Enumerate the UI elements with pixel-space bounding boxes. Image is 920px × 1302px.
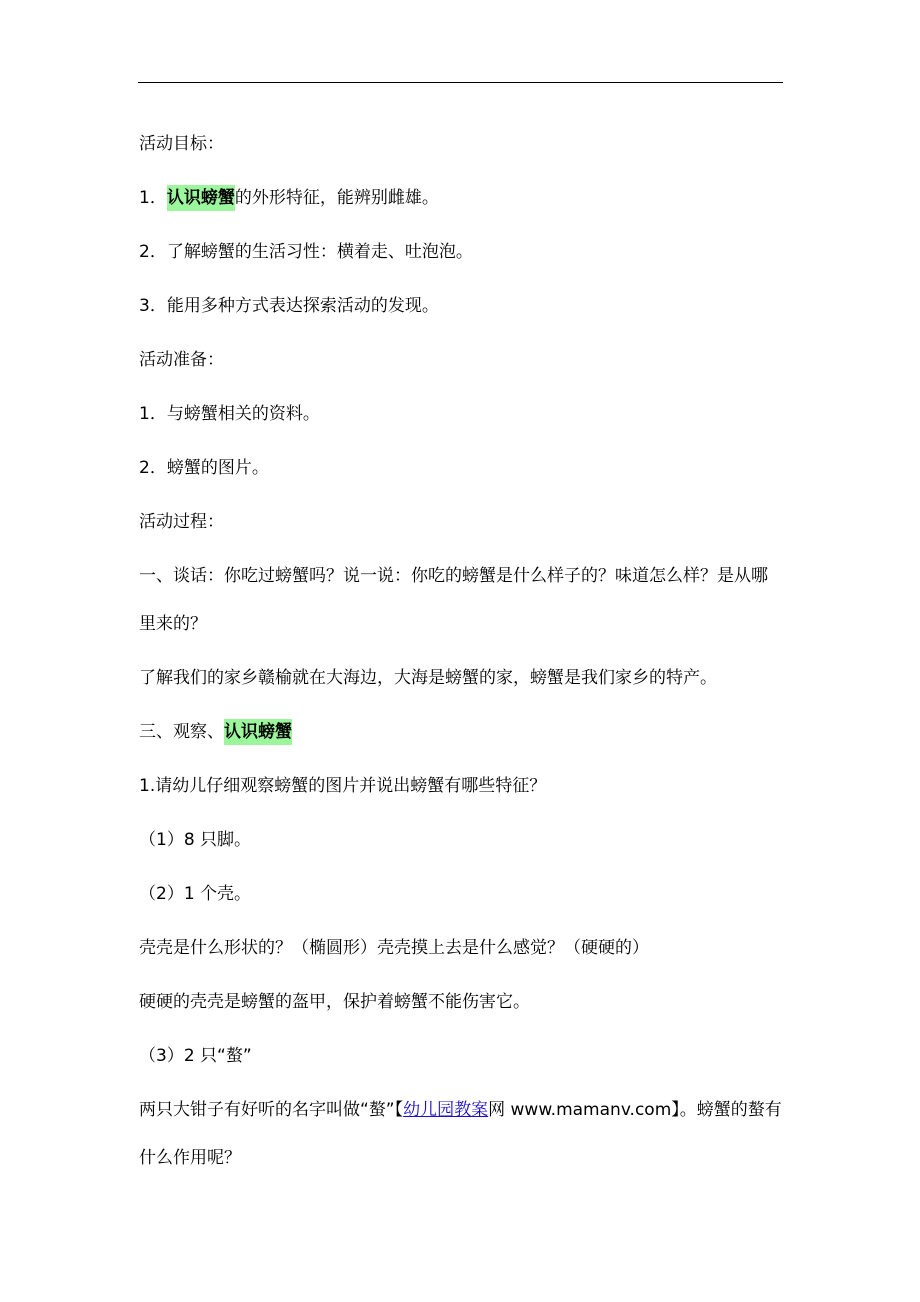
document-body [139,117,784,1185]
claw-paragraph [139,1086,784,1182]
claw-paragraph-prefix: 两只大钳子有好听的名字叫做“螯”【 [139,1100,404,1120]
observe-heading-prefix: 三、观察、 [139,722,224,742]
observe-item-1: 1.请幼儿仔细观察螃蟹的图片并说出螃蟹有哪些特征？ [139,776,547,796]
claw-paragraph-rest: 网 www.mamanv.com】。螃蟹的螯有什么作用呢？ [139,1100,782,1168]
goal-item-1-text: 的外形特征，能辨别雌雄。 [234,188,439,208]
goal-item-3: 3．能用多种方式表达探索活动的发现。 [139,296,439,316]
observe-heading [139,705,784,759]
goal-item-2: 2．了解螃蟹的生活习性：横着走、吐泡泡。 [139,242,473,262]
kindergarten-lesson-link[interactable]: 幼儿园教案 [403,1100,489,1120]
feature-item-2: （2）1 个壳。 [139,884,252,904]
shell-answer: 硬硬的壳壳是螃蟹的盔甲，保护着螃蟹不能伤害它。 [139,992,530,1012]
talk-paragraph: 一、谈话：你吃过螃蟹吗？说一说：你吃的螃蟹是什么样子的？味道怎么样？是从哪里来的？ [139,566,768,634]
prep-item-1: 1．与螃蟹相关的资料。 [139,404,320,424]
shell-question: 壳壳是什么形状的？（椭圆形）壳壳摸上去是什么感觉？（硬硬的） [139,938,649,958]
prep-item-2: 2．螃蟹的图片。 [139,458,269,478]
keyword-highlight: 认识螃蟹 [224,719,292,745]
goal-item-1-number: 1． [139,188,167,208]
prep-heading: 活动准备： [139,350,224,370]
hometown-paragraph: 了解我们的家乡赣榆就在大海边，大海是螃蟹的家，螃蟹是我们家乡的特产。 [139,668,717,688]
header-rule [138,82,783,83]
process-heading: 活动过程： [139,512,224,532]
keyword-highlight: 认识螃蟹 [167,185,235,211]
goal-item-1 [139,171,784,225]
goal-heading: 活动目标： [139,134,224,154]
feature-item-1: （1）8 只脚。 [139,830,252,850]
feature-item-3: （3）2 只“螯” [139,1046,252,1066]
